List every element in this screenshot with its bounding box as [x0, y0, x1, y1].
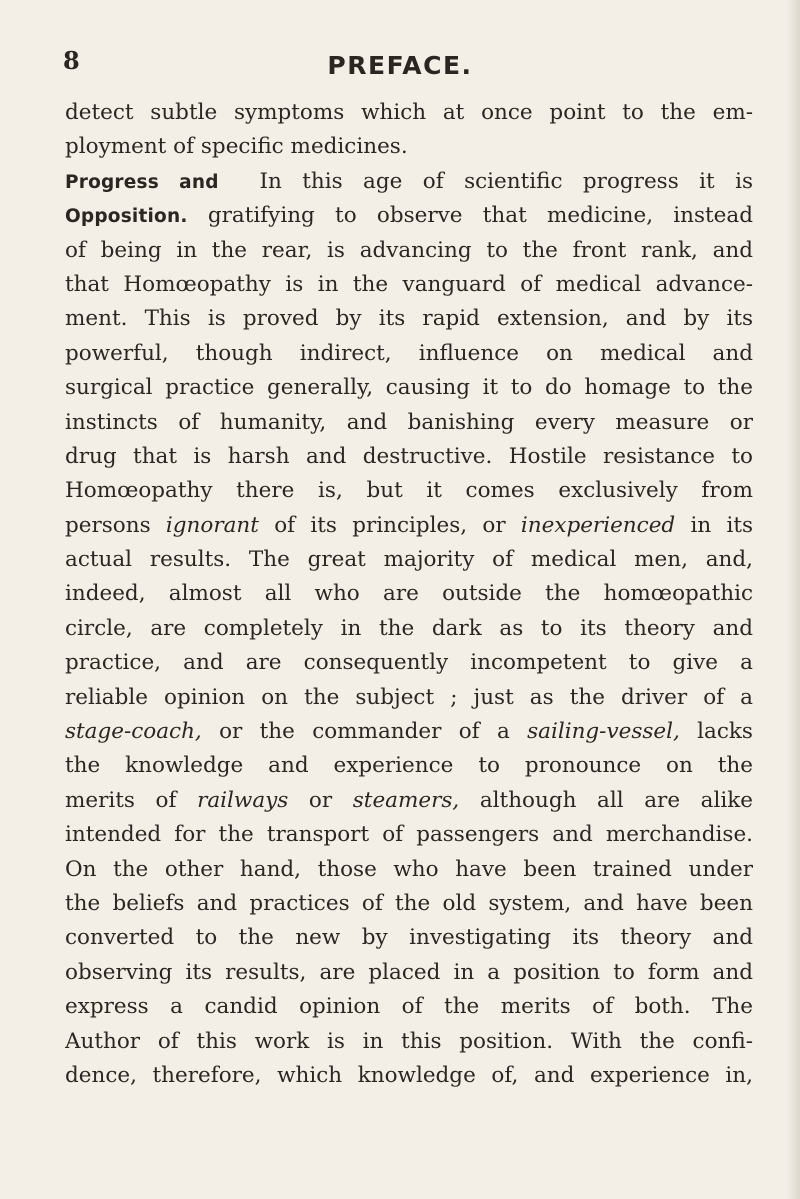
text-line: On the other hand, those who have been trained under — [65, 856, 753, 882]
text-line: actual results. The great majority of medical men, and, — [65, 547, 753, 573]
sidenote-progress: Progress and — [65, 171, 219, 193]
italic-text: sailing-vessel, — [527, 719, 680, 745]
text-line: instincts of humanity, and banishing every measure or — [65, 409, 753, 435]
italic-text: steamers, — [352, 787, 460, 813]
text-line: detect subtle symptoms which at once point to the em- — [65, 100, 753, 125]
page-edge-shadow — [786, 0, 800, 1199]
text-line — [65, 165, 753, 199]
text-line — [65, 715, 753, 749]
text-line: practice, and are consequently incompetent to give a — [65, 650, 753, 676]
text-segment: although all are alike — [479, 787, 753, 813]
text-line: surgical practice generally, causing it to do homage to the — [65, 375, 753, 401]
italic-text: inexperienced — [520, 512, 676, 538]
text-line: that Homœopathy is in the vanguard of medical advance- — [65, 271, 753, 297]
italic-text: ignorant — [165, 512, 259, 538]
running-head: PREFACE. — [327, 51, 473, 80]
text-segment: In this age of scientific progress it is — [259, 168, 753, 194]
text-line — [65, 784, 753, 818]
page-number: 8 — [63, 46, 81, 75]
text-line: of being in the rear, is advancing to the front rank, and — [65, 237, 753, 263]
text-line: the knowledge and experience to pronounce on the — [65, 753, 753, 779]
text-line: Author of this work is in this position. With the confi- — [65, 1028, 753, 1054]
text-segment: persons — [65, 512, 151, 538]
italic-text: stage-coach, — [65, 719, 202, 745]
text-line: circle, are completely in the dark as to its theory and — [65, 615, 753, 641]
text-line — [65, 509, 753, 543]
text-line: intended for the transport of passengers and merchandise. — [65, 822, 753, 848]
text-line — [65, 199, 753, 233]
text-line: ployment of specific medicines. — [65, 134, 408, 160]
text-segment: lacks — [697, 719, 753, 745]
text-segment: merits of — [65, 787, 177, 813]
text-line: dence, therefore, which knowledge of, and experience in, — [65, 1062, 753, 1088]
text-segment: of its principles, or — [274, 512, 506, 538]
text-segment: gratifying to observe that medicine, instead — [207, 203, 753, 229]
text-line: indeed, almost all who are outside the homœopathic — [65, 581, 753, 607]
text-line: drug that is harsh and destructive. Hostile resistance to — [65, 443, 753, 469]
text-line: express a candid opinion of the merits of both. The — [65, 994, 753, 1020]
text-line: ment. This is proved by its rapid extension, and by its — [65, 306, 753, 332]
text-line: the beliefs and practices of the old system, and have been — [65, 890, 753, 916]
text-line: observing its results, are placed in a position to form and — [65, 959, 753, 985]
text-segment: in its — [690, 512, 753, 538]
text-line: converted to the new by investigating its theory and — [65, 925, 753, 951]
text-segment: or the commander of a — [219, 719, 510, 745]
text-line: Homœopathy there is, but it comes exclusively from — [65, 478, 753, 504]
italic-text: railways — [197, 787, 289, 813]
text-line: reliable opinion on the subject ; just as the driver of a — [65, 684, 753, 710]
sidenote-opposition: Opposition. — [65, 206, 188, 228]
body-text — [65, 96, 753, 1093]
text-segment: or — [308, 787, 333, 813]
text-line: powerful, though indirect, influence on medical and — [65, 340, 753, 366]
